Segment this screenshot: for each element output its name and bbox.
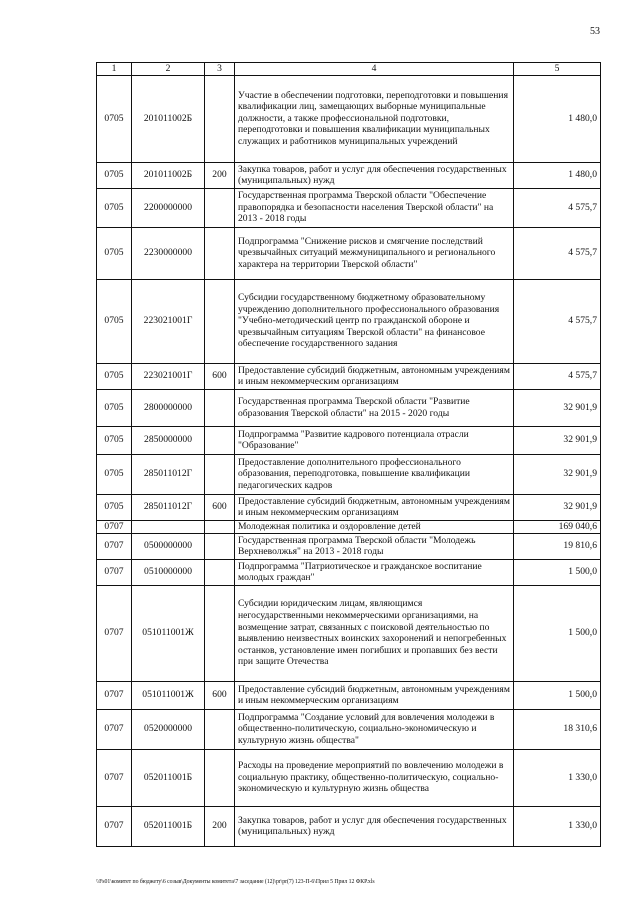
target-article: 2200000000: [132, 188, 205, 227]
amount: 19 810,6: [514, 533, 601, 559]
expense-type: [205, 389, 235, 426]
section-code: 0707: [97, 520, 132, 533]
item-description: Предоставление субсидий бюджетным, автономным учреждениям и иным некоммерческим организациям: [235, 363, 514, 389]
expense-type: [205, 559, 235, 585]
section-code: 0707: [97, 806, 132, 846]
target-article: 201011002Б: [132, 162, 205, 188]
header-col-4: 4: [235, 63, 514, 76]
amount: 169 040,6: [514, 520, 601, 533]
header-col-1: 1: [97, 63, 132, 76]
budget-table: [96, 62, 601, 847]
amount: 4 575,7: [514, 227, 601, 279]
target-article: 201011002Б: [132, 75, 205, 162]
amount: 1 330,0: [514, 749, 601, 806]
amount: 4 575,7: [514, 363, 601, 389]
table-row: [97, 709, 601, 749]
table-row: [97, 494, 601, 520]
expense-type: [205, 454, 235, 494]
target-article: 052011001Б: [132, 806, 205, 846]
section-code: 0707: [97, 559, 132, 585]
amount: 4 575,7: [514, 279, 601, 363]
target-article: 285011012Г: [132, 454, 205, 494]
amount: 4 575,7: [514, 188, 601, 227]
header-col-2: 2: [132, 63, 205, 76]
expense-type: 200: [205, 162, 235, 188]
expense-type: [205, 585, 235, 681]
item-description: Подпрограмма "Патриотическое и гражданское воспитание молодых граждан": [235, 559, 514, 585]
footer-file-path: \\Fs01\комитет по бюджету\6 созыв\Документы комитета\7 заседание (12)\pr\pr(7) 123-П-6\Прил 5 Прил 12 ФКР.xls: [96, 879, 375, 885]
expense-type: [205, 533, 235, 559]
table-row: [97, 188, 601, 227]
item-description: Предоставление субсидий бюджетным, автономным учреждениям и иным некоммерческим организациям: [235, 494, 514, 520]
expense-type: 600: [205, 681, 235, 709]
amount: 18 310,6: [514, 709, 601, 749]
expense-type: [205, 426, 235, 454]
table-row: [97, 533, 601, 559]
amount: 1 480,0: [514, 75, 601, 162]
section-code: 0705: [97, 75, 132, 162]
section-code: 0705: [97, 494, 132, 520]
expense-type: 600: [205, 363, 235, 389]
section-code: 0705: [97, 363, 132, 389]
target-article: 223021001Г: [132, 363, 205, 389]
amount: 32 901,9: [514, 389, 601, 426]
expense-type: [205, 709, 235, 749]
table-row: [97, 279, 601, 363]
amount: 1 500,0: [514, 559, 601, 585]
expense-type: [205, 520, 235, 533]
item-description: Субсидии государственному бюджетному образовательному учреждению дополнительного профессионального образования "Учебно-методический центр по гражданской обороне и чрезвычайным ситуациям Тверской области" на финансовое обеспечение государственного задания: [235, 279, 514, 363]
item-description: Государственная программа Тверской области "Обеспечение правопорядка и безопасности населения Тверской области" на 2013 - 2018 годы: [235, 188, 514, 227]
expense-type: [205, 749, 235, 806]
item-description: Расходы на проведение мероприятий по вовлечению молодежи в социальную практику, общественно-политическую, социально-экономическую и культурную жизнь общества: [235, 749, 514, 806]
target-article: 051011001Ж: [132, 681, 205, 709]
item-description: Предоставление дополнительного профессионального образования, переподготовка, повышение квалификации педагогических кадров: [235, 454, 514, 494]
table-row: [97, 227, 601, 279]
target-article: 285011012Г: [132, 494, 205, 520]
item-description: Государственная программа Тверской области "Развитие образования Тверской области" на 2015 - 2020 годы: [235, 389, 514, 426]
expense-type: 200: [205, 806, 235, 846]
section-code: 0705: [97, 454, 132, 494]
table-row: [97, 162, 601, 188]
item-description: Государственная программа Тверской области "Молодежь Верхневолжья" на 2013 - 2018 годы: [235, 533, 514, 559]
item-description: Участие в обеспечении подготовки, переподготовки и повышения квалификации лиц, замещающих выборные муниципальные должности, а также профессиональной подготовки, переподготовки и повышения квалификации муниципальных служащих и работников муниципальных учреждений: [235, 75, 514, 162]
item-description: Предоставление субсидий бюджетным, автономным учреждениям и иным некоммерческим организациям: [235, 681, 514, 709]
table-row: [97, 520, 601, 533]
item-description: Подпрограмма "Развитие кадрового потенциала отрасли "Образование": [235, 426, 514, 454]
expense-type: [205, 188, 235, 227]
header-col-3: 3: [205, 63, 235, 76]
target-article: 051011001Ж: [132, 585, 205, 681]
table-row: [97, 426, 601, 454]
section-code: 0707: [97, 709, 132, 749]
target-article: 0510000000: [132, 559, 205, 585]
item-description: Молодежная политика и оздоровление детей: [235, 520, 514, 533]
page-number: 53: [590, 26, 600, 37]
section-code: 0705: [97, 162, 132, 188]
expense-type: [205, 227, 235, 279]
section-code: 0707: [97, 585, 132, 681]
section-code: 0705: [97, 188, 132, 227]
table-row: [97, 681, 601, 709]
table-row: [97, 749, 601, 806]
expense-type: 600: [205, 494, 235, 520]
target-article: 2850000000: [132, 426, 205, 454]
table-header-row: [97, 63, 601, 76]
amount: 32 901,9: [514, 454, 601, 494]
section-code: 0705: [97, 279, 132, 363]
target-article: 223021001Г: [132, 279, 205, 363]
section-code: 0707: [97, 533, 132, 559]
table-row: [97, 389, 601, 426]
target-article: 052011001Б: [132, 749, 205, 806]
item-description: Закупка товаров, работ и услуг для обеспечения государственных (муниципальных) нужд: [235, 162, 514, 188]
target-article: [132, 520, 205, 533]
table-row: [97, 806, 601, 846]
item-description: Закупка товаров, работ и услуг для обеспечения государственных (муниципальных) нужд: [235, 806, 514, 846]
amount: 1 330,0: [514, 806, 601, 846]
section-code: 0707: [97, 749, 132, 806]
item-description: Подпрограмма "Создание условий для вовлечения молодежи в общественно-политическую, социально-экономическую и культурную жизнь общества": [235, 709, 514, 749]
section-code: 0705: [97, 426, 132, 454]
section-code: 0707: [97, 681, 132, 709]
amount: 1 480,0: [514, 162, 601, 188]
target-article: 2230000000: [132, 227, 205, 279]
table-row: [97, 363, 601, 389]
expense-type: [205, 279, 235, 363]
amount: 32 901,9: [514, 426, 601, 454]
section-code: 0705: [97, 389, 132, 426]
amount: 32 901,9: [514, 494, 601, 520]
amount: 1 500,0: [514, 585, 601, 681]
expense-type: [205, 75, 235, 162]
header-col-5: 5: [514, 63, 601, 76]
target-article: 0520000000: [132, 709, 205, 749]
item-description: Субсидии юридическим лицам, являющимся негосударственными некоммерческими организациями, на возмещение затрат, связанных с поисковой деятельностью по выявлению неизвестных воинских захоронений и непогребенных останков, установление имен погибших и пропавших без вести при защите Отечества: [235, 585, 514, 681]
target-article: 0500000000: [132, 533, 205, 559]
table-row: [97, 585, 601, 681]
table-row: [97, 75, 601, 162]
table-row: [97, 559, 601, 585]
item-description: Подпрограмма "Снижение рисков и смягчение последствий чрезвычайных ситуаций межмуниципального и регионального характера на территории Тверской области": [235, 227, 514, 279]
target-article: 2800000000: [132, 389, 205, 426]
amount: 1 500,0: [514, 681, 601, 709]
table-row: [97, 454, 601, 494]
section-code: 0705: [97, 227, 132, 279]
